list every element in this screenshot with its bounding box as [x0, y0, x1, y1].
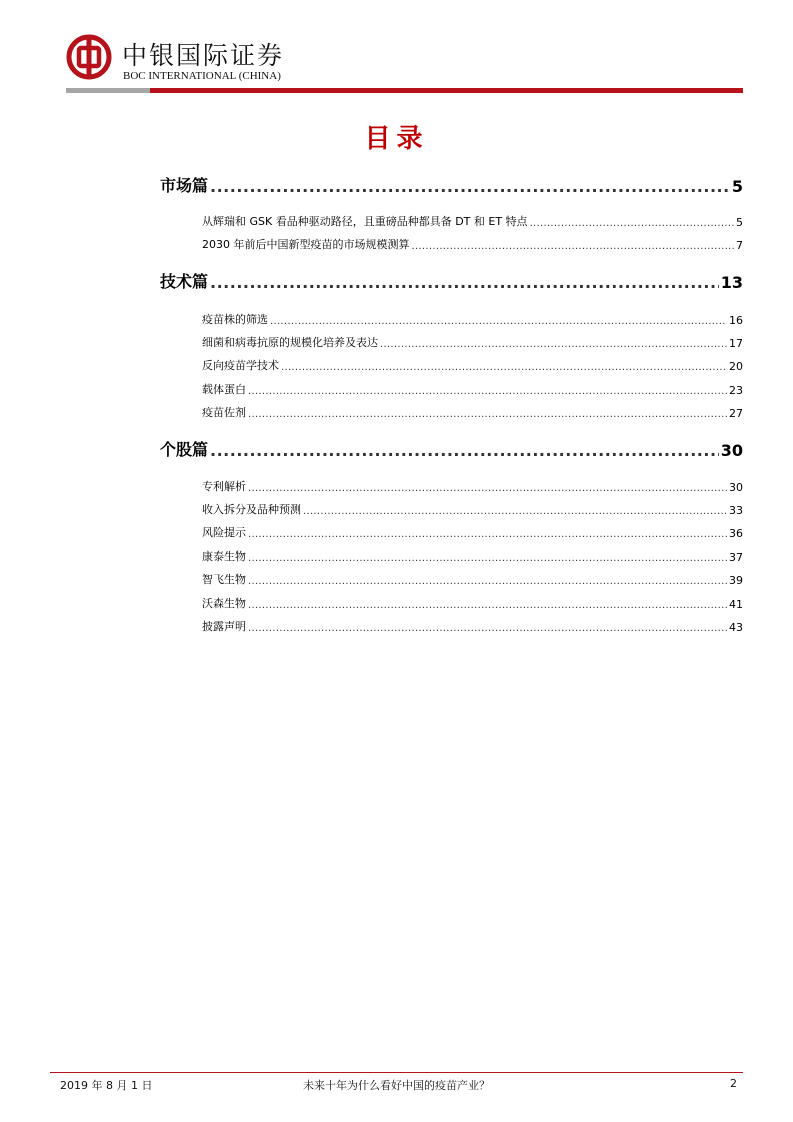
- toc-item-page: 20: [729, 360, 743, 373]
- header-rule-gray: [66, 88, 150, 93]
- footer-page-number: 2: [730, 1077, 737, 1090]
- toc-leader: [210, 441, 719, 460]
- toc-item[interactable]: [202, 595, 743, 611]
- toc-item-label: 从辉瑞和 GSK 看品种驱动路径，且重磅品种都具备 DT 和 ET 特点: [202, 215, 528, 228]
- toc-leader: [248, 576, 727, 587]
- page-title: 目录: [364, 124, 429, 154]
- footer-date: 2019 年 8 月 1 日: [60, 1079, 153, 1092]
- toc-item-page: 30: [729, 481, 743, 494]
- toc-item-page: 37: [729, 551, 743, 564]
- toc-item-page: 41: [729, 598, 743, 611]
- toc-section-page: 30: [720, 441, 743, 460]
- header-rule-red: [150, 88, 743, 93]
- toc-leader: [248, 483, 727, 494]
- toc-item-page: 39: [729, 574, 743, 587]
- boc-logo-icon: [66, 34, 112, 80]
- brand-name-cn: 中银国际证券: [122, 41, 285, 70]
- toc-item-page: 27: [729, 407, 743, 420]
- toc-item-label: 细菌和病毒抗原的规模化培养及表达: [202, 336, 378, 349]
- toc-leader: [248, 600, 727, 611]
- toc-leader: [270, 316, 727, 327]
- toc-section-label: 技术篇: [160, 272, 209, 291]
- toc-leader: [248, 623, 727, 634]
- toc-leader: [530, 218, 734, 229]
- toc-item[interactable]: [202, 381, 743, 397]
- toc-item[interactable]: [202, 357, 743, 373]
- toc-section-label: 市场篇: [160, 176, 209, 195]
- toc-item[interactable]: [202, 334, 743, 350]
- toc-leader: [248, 386, 727, 397]
- toc-item[interactable]: [202, 478, 743, 494]
- toc-item-label: 疫苗佐剂: [202, 406, 246, 419]
- toc-leader: [248, 409, 727, 420]
- toc-item-page: 36: [729, 527, 743, 540]
- toc-item-label: 专利解析: [202, 480, 246, 493]
- toc-item-label: 收入拆分及品种预测: [202, 503, 301, 516]
- toc-item[interactable]: [202, 236, 743, 252]
- toc-section-tech[interactable]: [160, 270, 743, 292]
- toc-item-label: 沃森生物: [202, 597, 246, 610]
- toc-section-label: 个股篇: [160, 440, 209, 459]
- footer-title: 未来十年为什么看好中国的疫苗产业？: [303, 1079, 490, 1092]
- toc-item-page: 16: [729, 314, 743, 327]
- toc-leader: [248, 529, 727, 540]
- footer-rule: [50, 1072, 743, 1073]
- toc-item-page: 43: [729, 621, 743, 634]
- toc-item[interactable]: [202, 618, 743, 634]
- toc-item-label: 载体蛋白: [202, 383, 246, 396]
- toc-leader: [303, 506, 727, 517]
- toc-leader: [210, 273, 719, 292]
- toc-section-market[interactable]: [160, 174, 743, 196]
- toc-item-page: 17: [729, 337, 743, 350]
- toc-leader: [412, 241, 735, 252]
- toc-item-page: 33: [729, 504, 743, 517]
- toc-item-label: 风险提示: [202, 526, 246, 539]
- toc-item-label: 披露声明: [202, 620, 246, 633]
- toc-item[interactable]: [202, 501, 743, 517]
- toc-item-label: 疫苗株的筛选: [202, 313, 268, 326]
- toc-item-label: 智飞生物: [202, 573, 246, 586]
- toc-item[interactable]: [202, 524, 743, 540]
- toc-item[interactable]: [202, 548, 743, 564]
- toc-leader: [281, 362, 727, 373]
- toc-item-label: 康泰生物: [202, 550, 246, 563]
- toc-leader: [210, 177, 730, 196]
- toc-section-page: 5: [731, 177, 743, 196]
- toc-item[interactable]: [202, 213, 743, 229]
- toc-item-label: 2030 年前后中国新型疫苗的市场规模测算: [202, 238, 410, 251]
- brand-name-en: BOC INTERNATIONAL (CHINA): [123, 70, 281, 82]
- toc-item-label: 反向疫苗学技术: [202, 359, 279, 372]
- toc-item[interactable]: [202, 311, 743, 327]
- toc-section-stocks[interactable]: [160, 438, 743, 460]
- toc-item[interactable]: [202, 404, 743, 420]
- toc-item-page: 23: [729, 384, 743, 397]
- toc-item-page: 7: [736, 239, 743, 252]
- toc-item-page: 5: [736, 216, 743, 229]
- toc-leader: [380, 339, 727, 350]
- toc-leader: [248, 553, 727, 564]
- toc-section-page: 13: [720, 273, 743, 292]
- toc-item[interactable]: [202, 571, 743, 587]
